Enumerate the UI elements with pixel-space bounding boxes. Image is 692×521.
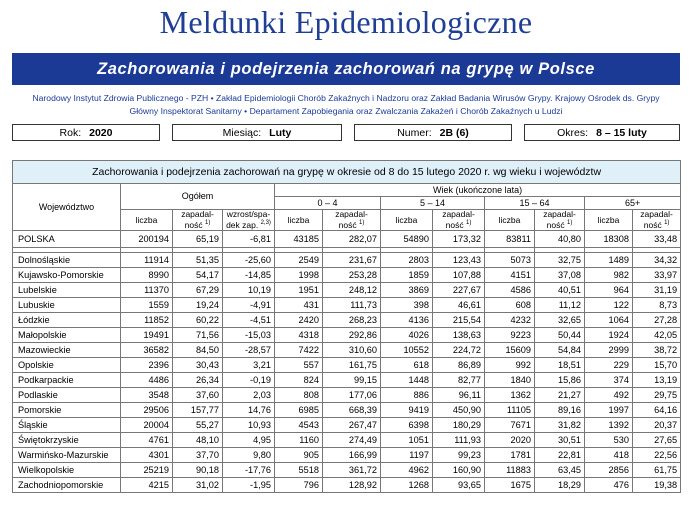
cell-value: -4,51 <box>223 313 275 328</box>
cell-region: Pomorskie <box>13 403 121 418</box>
cell-value: 4962 <box>381 463 433 478</box>
cell-value: 3,21 <box>223 358 275 373</box>
cell-value: 22,56 <box>633 448 681 463</box>
cell-value: 14,76 <box>223 403 275 418</box>
cell-value: 1448 <box>381 373 433 388</box>
cell-value: 122 <box>585 298 633 313</box>
cell-value: 618 <box>381 358 433 373</box>
cell-value: 6985 <box>275 403 323 418</box>
table-row <box>13 358 681 373</box>
cell-value: 2020 <box>485 433 535 448</box>
table-row <box>13 433 681 448</box>
cell-region: Dolnośląskie <box>13 253 121 268</box>
cell-value: 15,86 <box>535 373 585 388</box>
info-miesiac <box>172 124 342 141</box>
cell-value: 40,51 <box>535 283 585 298</box>
cell-region: Zachodniopomorskie <box>13 478 121 493</box>
cell-value: 1064 <box>585 313 633 328</box>
cell-value: 1859 <box>381 268 433 283</box>
cell-value: 1840 <box>485 373 535 388</box>
cell-value: 1160 <box>275 433 323 448</box>
cell-value: 4136 <box>381 313 433 328</box>
subheader-zapadalnosc: zapadal- ność $^{1)}$ <box>173 210 223 231</box>
cell-value: 15,70 <box>633 358 681 373</box>
header-ogolem: Ogółem <box>121 184 275 210</box>
table-body <box>13 231 681 493</box>
numer-label: Numer: <box>397 126 432 139</box>
cell-value: 982 <box>585 268 633 283</box>
cell-value: 89,16 <box>535 403 585 418</box>
table-row <box>13 388 681 403</box>
cell-value: 1951 <box>275 283 323 298</box>
cell-value: 4586 <box>485 283 535 298</box>
cell-value: 8,73 <box>633 298 681 313</box>
cell-value: 2999 <box>585 343 633 358</box>
cell-value: 8990 <box>121 268 173 283</box>
cell-value: 268,23 <box>323 313 381 328</box>
cell-value: 33,97 <box>633 268 681 283</box>
cell-value: 20004 <box>121 418 173 433</box>
cell-value: 157,77 <box>173 403 223 418</box>
table-row <box>13 403 681 418</box>
flu-table <box>12 160 681 493</box>
cell-value: 82,77 <box>433 373 485 388</box>
header-wiek: Wiek (ukończone lata) <box>275 184 681 197</box>
cell-value: 398 <box>381 298 433 313</box>
cell-value: 27,65 <box>633 433 681 448</box>
cell-value: 1675 <box>485 478 535 493</box>
okres-label: Okres: <box>557 126 589 139</box>
cell-value: 1268 <box>381 478 433 493</box>
cell-value: 111,73 <box>323 298 381 313</box>
cell-region: Podkarpackie <box>13 373 121 388</box>
cell-value: 4151 <box>485 268 535 283</box>
okres-value: 8 – 15 luty <box>596 126 647 139</box>
subheader-wzrost: wzrost/spa- dek zap. $^{2,3)}$ <box>223 210 275 231</box>
cell-value: 51,35 <box>173 253 223 268</box>
cell-value: 32,65 <box>535 313 585 328</box>
header-age-5-14: 5 – 14 <box>381 197 485 210</box>
cell-value: 46,61 <box>433 298 485 313</box>
header-age-15-64: 15 – 64 <box>485 197 585 210</box>
cell-value: 2856 <box>585 463 633 478</box>
cell-value: 61,75 <box>633 463 681 478</box>
cell-value: 177,06 <box>323 388 381 403</box>
cell-value: 18,29 <box>535 478 585 493</box>
cell-region: Podlaskie <box>13 388 121 403</box>
cell-value: 40,80 <box>535 231 585 248</box>
cell-value: 19491 <box>121 328 173 343</box>
cell-region: Małopolskie <box>13 328 121 343</box>
cell-value: 4318 <box>275 328 323 343</box>
numer-value: 2B (6) <box>439 126 469 139</box>
subheader-zapadalnosc: zapadal- ność $^{1)}$ <box>323 210 381 231</box>
subheader-liczba: liczba <box>585 210 633 231</box>
cell-value: -25,60 <box>223 253 275 268</box>
cell-value: 71,56 <box>173 328 223 343</box>
table-row <box>13 283 681 298</box>
cell-value: 48,10 <box>173 433 223 448</box>
cell-value: 11852 <box>121 313 173 328</box>
cell-value: 608 <box>485 298 535 313</box>
cell-value: 11,12 <box>535 298 585 313</box>
cell-value: 248,12 <box>323 283 381 298</box>
cell-value: 42,05 <box>633 328 681 343</box>
cell-value: 84,50 <box>173 343 223 358</box>
table-row <box>13 298 681 313</box>
cell-value: 86,89 <box>433 358 485 373</box>
cell-value: 37,08 <box>535 268 585 283</box>
info-rok <box>12 124 160 141</box>
cell-value: 43185 <box>275 231 323 248</box>
cell-value: 19,24 <box>173 298 223 313</box>
subheader-liczba: liczba <box>121 210 173 231</box>
subheader-liczba: liczba <box>485 210 535 231</box>
cell-value: 96,11 <box>433 388 485 403</box>
cell-value: 431 <box>275 298 323 313</box>
cell-value: 11914 <box>121 253 173 268</box>
cell-value: 4026 <box>381 328 433 343</box>
cell-value: 54,84 <box>535 343 585 358</box>
cell-value: 1362 <box>485 388 535 403</box>
cell-value: 99,15 <box>323 373 381 388</box>
cell-value: 37,60 <box>173 388 223 403</box>
cell-value: 27,28 <box>633 313 681 328</box>
cell-value: 668,39 <box>323 403 381 418</box>
cell-value: -15,03 <box>223 328 275 343</box>
cell-value: 292,86 <box>323 328 381 343</box>
cell-value: 30,51 <box>535 433 585 448</box>
cell-value: 67,29 <box>173 283 223 298</box>
info-okres <box>524 124 680 141</box>
cell-value: 824 <box>275 373 323 388</box>
cell-value: 18308 <box>585 231 633 248</box>
cell-value: 54890 <box>381 231 433 248</box>
table-row <box>13 313 681 328</box>
cell-value: 4486 <box>121 373 173 388</box>
cell-value: 4301 <box>121 448 173 463</box>
cell-value: 9419 <box>381 403 433 418</box>
cell-value: 808 <box>275 388 323 403</box>
cell-value: 22,81 <box>535 448 585 463</box>
cell-value: 1489 <box>585 253 633 268</box>
cell-value: 1781 <box>485 448 535 463</box>
cell-value: 93,65 <box>433 478 485 493</box>
cell-value: 36582 <box>121 343 173 358</box>
cell-value: 29,75 <box>633 388 681 403</box>
cell-value: 180,29 <box>433 418 485 433</box>
cell-value: 224,72 <box>433 343 485 358</box>
cell-value: 30,43 <box>173 358 223 373</box>
cell-region: Lubelskie <box>13 283 121 298</box>
cell-value: 173,32 <box>433 231 485 248</box>
cell-value: 1997 <box>585 403 633 418</box>
cell-region: Łódzkie <box>13 313 121 328</box>
cell-value: 3548 <box>121 388 173 403</box>
cell-value: 2396 <box>121 358 173 373</box>
cell-value: 9223 <box>485 328 535 343</box>
cell-value: 111,93 <box>433 433 485 448</box>
table-row-polska <box>13 231 681 248</box>
header-age-65plus: 65+ <box>585 197 681 210</box>
cell-value: 54,17 <box>173 268 223 283</box>
subheader-zapadalnosc: zapadal- ność $^{1)}$ <box>633 210 681 231</box>
cell-value: 418 <box>585 448 633 463</box>
cell-value: -28,57 <box>223 343 275 358</box>
cell-value: 215,54 <box>433 313 485 328</box>
cell-value: 374 <box>585 373 633 388</box>
cell-region: Świętokrzyskie <box>13 433 121 448</box>
cell-region: Kujawsko-Pomorskie <box>13 268 121 283</box>
cell-value: 10,19 <box>223 283 275 298</box>
cell-value: 992 <box>485 358 535 373</box>
cell-value: 557 <box>275 358 323 373</box>
cell-value: -4,91 <box>223 298 275 313</box>
table-row <box>13 448 681 463</box>
cell-value: 4,95 <box>223 433 275 448</box>
cell-value: 361,72 <box>323 463 381 478</box>
cell-value: 1197 <box>381 448 433 463</box>
cell-value: 128,92 <box>323 478 381 493</box>
cell-value: 492 <box>585 388 633 403</box>
cell-value: 5518 <box>275 463 323 478</box>
cell-value: 3869 <box>381 283 433 298</box>
cell-value: 38,72 <box>633 343 681 358</box>
cell-region: Opolskie <box>13 358 121 373</box>
cell-value: 19,38 <box>633 478 681 493</box>
cell-value: 55,27 <box>173 418 223 433</box>
cell-value: 31,19 <box>633 283 681 298</box>
info-numer <box>354 124 512 141</box>
table-row <box>13 418 681 433</box>
cell-value: 905 <box>275 448 323 463</box>
cell-region: Śląskie <box>13 418 121 433</box>
report-banner: Zachorowania i podejrzenia zachorowań na grypę w Polsce <box>12 53 680 85</box>
cell-value: 64,16 <box>633 403 681 418</box>
cell-value: 7671 <box>485 418 535 433</box>
cell-region: Mazowieckie <box>13 343 121 358</box>
cell-value: 9,80 <box>223 448 275 463</box>
cell-value: 282,07 <box>323 231 381 248</box>
cell-value: 166,99 <box>323 448 381 463</box>
cell-region: Lubuskie <box>13 298 121 313</box>
cell-value: 2420 <box>275 313 323 328</box>
cell-value: 107,88 <box>433 268 485 283</box>
cell-value: 267,47 <box>323 418 381 433</box>
cell-value: 4761 <box>121 433 173 448</box>
cell-value: 6398 <box>381 418 433 433</box>
cell-value: 2549 <box>275 253 323 268</box>
cell-value: 4215 <box>121 478 173 493</box>
cell-value: 31,02 <box>173 478 223 493</box>
cell-value: 253,28 <box>323 268 381 283</box>
cell-value: 4543 <box>275 418 323 433</box>
cell-value: 5073 <box>485 253 535 268</box>
subheader-zapadalnosc: zapadal- ność $^{1)}$ <box>433 210 485 231</box>
subheader-zapadalnosc: zapadal- ność $^{1)}$ <box>535 210 585 231</box>
table-caption: Zachorowania i podejrzenia zachorowań na grypę w okresie od 8 do 15 lutego 2020 r. wg wieku i województw <box>13 161 681 184</box>
table-row <box>13 253 681 268</box>
header-age-0-4: 0 – 4 <box>275 197 381 210</box>
institution-info <box>12 92 680 118</box>
cell-value: 63,45 <box>535 463 585 478</box>
cell-value: 15609 <box>485 343 535 358</box>
subheader-liczba: liczba <box>275 210 323 231</box>
cell-value: 32,75 <box>535 253 585 268</box>
cell-value: 11105 <box>485 403 535 418</box>
cell-value: 83811 <box>485 231 535 248</box>
cell-region: Wielkopolskie <box>13 463 121 478</box>
cell-value: 2,03 <box>223 388 275 403</box>
cell-value: 161,75 <box>323 358 381 373</box>
cell-value: 29506 <box>121 403 173 418</box>
miesiac-label: Miesiąc: <box>222 126 262 139</box>
cell-value: 274,49 <box>323 433 381 448</box>
cell-value: 18,51 <box>535 358 585 373</box>
cell-value: 13,19 <box>633 373 681 388</box>
cell-value: 21,27 <box>535 388 585 403</box>
cell-value: -1,95 <box>223 478 275 493</box>
table-row <box>13 343 681 358</box>
cell-value: 160,90 <box>433 463 485 478</box>
cell-value: 11370 <box>121 283 173 298</box>
cell-value: 20,37 <box>633 418 681 433</box>
miesiac-value: Luty <box>269 126 292 139</box>
cell-value: 450,90 <box>433 403 485 418</box>
cell-value: 34,32 <box>633 253 681 268</box>
cell-value: 1392 <box>585 418 633 433</box>
cell-value: 31,82 <box>535 418 585 433</box>
cell-value: 886 <box>381 388 433 403</box>
cell-value: 60,22 <box>173 313 223 328</box>
cell-region: POLSKA <box>13 231 121 248</box>
table-row <box>13 463 681 478</box>
cell-value: -14,85 <box>223 268 275 283</box>
table-row <box>13 268 681 283</box>
cell-value: 99,23 <box>433 448 485 463</box>
cell-value: 10552 <box>381 343 433 358</box>
cell-value: 4232 <box>485 313 535 328</box>
page-title: Meldunki Epidemiologiczne <box>159 4 533 40</box>
cell-value: 7422 <box>275 343 323 358</box>
table-row <box>13 328 681 343</box>
cell-region: Warmińsko-Mazurskie <box>13 448 121 463</box>
cell-value: 796 <box>275 478 323 493</box>
cell-value: -17,76 <box>223 463 275 478</box>
rok-label: Rok: <box>59 126 82 139</box>
cell-value: 123,43 <box>433 253 485 268</box>
institution-line-1: Narodowy Instytut Zdrowia Publicznego - PZH • Zakład Epidemiologii Chorób Zakaźnych i Nadzoru oraz Zakład Badania Wirusów Grypy. Krajowy Ośrodek ds. Grypy <box>32 93 660 103</box>
cell-value: 90,18 <box>173 463 223 478</box>
cell-value: 1051 <box>381 433 433 448</box>
rok-value: 2020 <box>89 126 113 139</box>
cell-value: -0,19 <box>223 373 275 388</box>
cell-value: 200194 <box>121 231 173 248</box>
table-row <box>13 373 681 388</box>
cell-value: 50,44 <box>535 328 585 343</box>
cell-value: 964 <box>585 283 633 298</box>
cell-value: 229 <box>585 358 633 373</box>
cell-value: 11883 <box>485 463 535 478</box>
cell-value: 26,34 <box>173 373 223 388</box>
cell-value: 1924 <box>585 328 633 343</box>
cell-value: 310,60 <box>323 343 381 358</box>
cell-value: 1998 <box>275 268 323 283</box>
cell-value: 37,70 <box>173 448 223 463</box>
cell-value: 33,48 <box>633 231 681 248</box>
cell-value: 1559 <box>121 298 173 313</box>
subheader-liczba: liczba <box>381 210 433 231</box>
header-wojewodztwo: Województwo <box>13 184 121 231</box>
cell-value: 138,63 <box>433 328 485 343</box>
cell-value: 227,67 <box>433 283 485 298</box>
cell-value: 25219 <box>121 463 173 478</box>
table-row <box>13 478 681 493</box>
cell-value: 2803 <box>381 253 433 268</box>
cell-value: 231,67 <box>323 253 381 268</box>
cell-value: 476 <box>585 478 633 493</box>
cell-value: 10,93 <box>223 418 275 433</box>
institution-line-2: Główny Inspektorat Sanitarny • Departament Zapobiegania oraz Zwalczania Zakażeń i Chorób Zakaźnych u Ludzi <box>129 106 563 116</box>
cell-value: -6,81 <box>223 231 275 248</box>
cell-value: 65,19 <box>173 231 223 248</box>
cell-value: 530 <box>585 433 633 448</box>
